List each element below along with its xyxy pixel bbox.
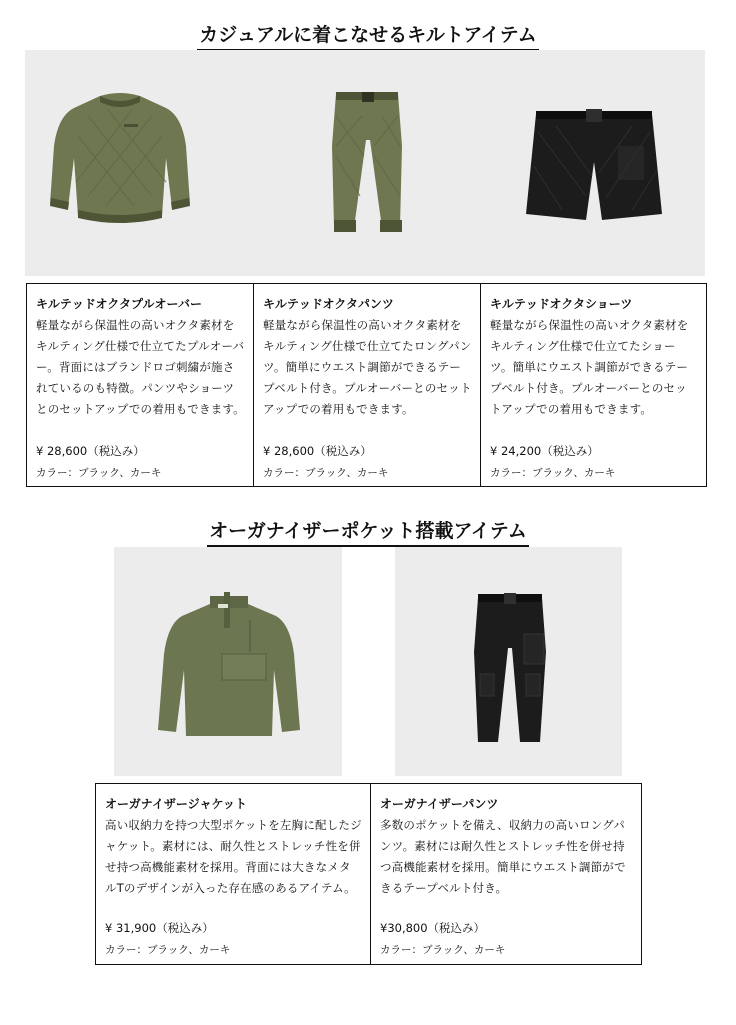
product-description: 多数のポケットを備え、収納力の高いロングパンツ。素材には耐久性とストレッチ性を併せ持つ高機能素材を採用。簡単にウエスト調節ができるテープベルト付き。 (380, 818, 626, 895)
organizer-pants-image (466, 590, 556, 746)
quilt-product-cards (26, 283, 707, 487)
quilted-pants-image (322, 86, 412, 240)
product-price: ¥ 24,200（税込み） (490, 444, 599, 458)
product-name: キルテッドオクタショーツ (490, 297, 633, 311)
product-price: ¥ 28,600（税込み） (36, 444, 145, 458)
product-description: 軽量ながら保温性の高いオクタ素材をキルティング仕様で仕立てたプルオーバー。背面にはブランドロゴ刺繍が施されているのも特徴。パンツやショーツとのセットアップでの着用もできます。 (36, 318, 245, 416)
card-quilted-pullover (27, 284, 253, 486)
card-quilted-pants (253, 284, 480, 486)
product-price: ¥ 31,900（税込み） (105, 921, 214, 935)
organizer-product-cards (95, 783, 642, 965)
card-organizer-pants (370, 784, 640, 964)
product-colors: カラー：ブラック、カーキ (380, 944, 506, 956)
product-colors: カラー：ブラック、カーキ (263, 467, 389, 479)
product-description: 軽量ながら保温性の高いオクタ素材をキルティング仕様で仕立てたロングパンツ。簡単にウエスト調節ができるテープベルト付き。プルオーバーとのセットアップでの着用もできます。 (263, 318, 472, 416)
product-description: 軽量ながら保温性の高いオクタ素材をキルティング仕様で仕立てたショーツ。簡単にウエスト調節ができるテープベルト付き。プルオーバーとのセットアップでの着用もできます。 (490, 318, 689, 416)
card-organizer-jacket (96, 784, 370, 964)
product-name: オーガナイザーパンツ (380, 797, 499, 811)
product-colors: カラー：ブラック、カーキ (105, 944, 231, 956)
product-colors: カラー：ブラック、カーキ (36, 467, 162, 479)
product-price: ¥30,800（税込み） (380, 921, 486, 935)
quilted-shorts-image (522, 106, 666, 226)
product-name: キルテッドオクタプルオーバー (36, 297, 202, 311)
product-name: キルテッドオクタパンツ (263, 297, 394, 311)
card-quilted-shorts (480, 284, 705, 486)
quilted-pullover-image (48, 86, 192, 230)
section-title-organizer: オーガナイザーポケット搭載アイテム (0, 516, 736, 547)
organizer-jacket-image (154, 590, 304, 740)
product-colors: カラー：ブラック、カーキ (490, 467, 616, 479)
product-name: オーガナイザージャケット (105, 797, 247, 811)
product-price: ¥ 28,600（税込み） (263, 444, 372, 458)
product-description: 高い収納力を持つ大型ポケットを左胸に配したジャケット。素材には、耐久性とストレッチ性を併せ持つ高機能素材を採用。背面には大きなメタルTのデザインが入った存在感のあるアイテム。 (105, 818, 362, 895)
section-title-quilt: カジュアルに着こなせるキルトアイテム (0, 20, 736, 51)
